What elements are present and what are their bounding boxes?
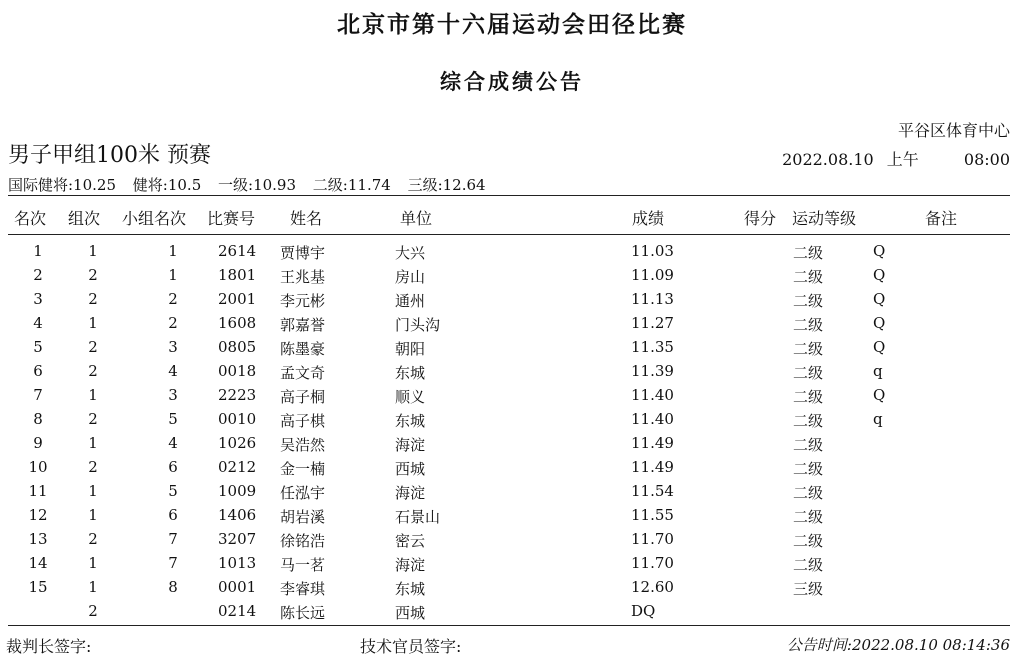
venue-label: 平谷区体育中心 bbox=[897, 121, 1010, 140]
cell-name: 徐铭浩 bbox=[280, 532, 326, 550]
cell-unit: 西城 bbox=[395, 604, 426, 622]
cell-level: 二级 bbox=[793, 436, 824, 454]
page-subtitle: 综合成绩公告 bbox=[440, 69, 584, 94]
header-bib: 比赛号 bbox=[207, 209, 256, 228]
cell-result: 11.09 bbox=[631, 266, 674, 284]
cell-group-rank: 4 bbox=[168, 362, 178, 380]
cell-group: 2 bbox=[88, 266, 98, 284]
cell-rank: 15 bbox=[28, 578, 48, 596]
event-title: 男子甲组100米 预赛 bbox=[8, 143, 211, 168]
event-datetime bbox=[782, 147, 1010, 170]
cell-unit: 西城 bbox=[395, 460, 426, 478]
cell-name: 金一楠 bbox=[280, 460, 326, 478]
cell-level: 二级 bbox=[793, 460, 824, 478]
cell-group-rank: 2 bbox=[168, 314, 178, 332]
cell-result: 11.03 bbox=[631, 242, 674, 260]
cell-rank: 8 bbox=[33, 410, 43, 428]
cell-group-rank: 2 bbox=[168, 290, 178, 308]
cell-rank: 6 bbox=[33, 362, 43, 380]
header-score: 得分 bbox=[744, 209, 777, 228]
table-row bbox=[0, 382, 1024, 406]
cell-unit: 东城 bbox=[395, 412, 426, 430]
cell-group: 1 bbox=[88, 506, 98, 524]
cell-bib: 0001 bbox=[218, 578, 257, 596]
cell-bib: 3207 bbox=[218, 530, 257, 548]
cell-level: 二级 bbox=[793, 244, 824, 262]
cell-unit: 房山 bbox=[395, 268, 426, 286]
cell-unit: 海淀 bbox=[395, 556, 426, 574]
cell-name: 李元彬 bbox=[280, 292, 326, 310]
cell-rank: 10 bbox=[28, 458, 48, 476]
cell-result: 11.39 bbox=[631, 362, 674, 380]
cell-level: 二级 bbox=[793, 364, 824, 382]
cell-result: 11.70 bbox=[631, 554, 674, 572]
cell-result: 11.49 bbox=[631, 458, 674, 476]
cell-result: 11.54 bbox=[631, 482, 674, 500]
cell-rank: 1 bbox=[33, 242, 43, 260]
cell-group: 1 bbox=[88, 242, 98, 260]
table-row bbox=[0, 598, 1024, 622]
cell-result: 11.49 bbox=[631, 434, 674, 452]
table-row bbox=[0, 550, 1024, 574]
cell-bib: 0010 bbox=[218, 410, 257, 428]
cell-qualification: Q bbox=[873, 338, 886, 356]
cell-bib: 2223 bbox=[218, 386, 257, 404]
cell-bib: 1013 bbox=[218, 554, 257, 572]
cell-unit: 朝阳 bbox=[395, 340, 426, 358]
table-row bbox=[0, 358, 1024, 382]
table-row bbox=[0, 478, 1024, 502]
cell-rank: 12 bbox=[28, 506, 48, 524]
cell-group: 2 bbox=[88, 338, 98, 356]
cell-rank: 3 bbox=[33, 290, 43, 308]
cell-group: 2 bbox=[88, 362, 98, 380]
cell-name: 任泓宇 bbox=[280, 484, 326, 502]
cell-level: 二级 bbox=[793, 532, 824, 550]
cell-bib: 0018 bbox=[218, 362, 257, 380]
cell-group-rank: 1 bbox=[168, 242, 178, 260]
cell-level: 二级 bbox=[793, 412, 824, 430]
cell-unit: 顺义 bbox=[395, 388, 426, 406]
header-name: 姓名 bbox=[290, 209, 323, 228]
cell-qualification: Q bbox=[873, 314, 886, 332]
cell-bib: 0214 bbox=[218, 602, 257, 620]
cell-group: 1 bbox=[88, 386, 98, 404]
standard-third-class: 三级:12.64 bbox=[407, 176, 486, 194]
cell-group: 2 bbox=[88, 458, 98, 476]
cell-result: 11.35 bbox=[631, 338, 674, 356]
cell-level: 二级 bbox=[793, 388, 824, 406]
cell-level: 二级 bbox=[793, 316, 824, 334]
cell-name: 高子桐 bbox=[280, 388, 326, 406]
cell-unit: 通州 bbox=[395, 292, 426, 310]
cell-unit: 门头沟 bbox=[395, 316, 441, 334]
cell-group-rank: 8 bbox=[168, 578, 178, 596]
table-row bbox=[0, 334, 1024, 358]
cell-level: 二级 bbox=[793, 268, 824, 286]
cell-level: 二级 bbox=[793, 556, 824, 574]
cell-group-rank: 3 bbox=[168, 338, 178, 356]
cell-group: 2 bbox=[88, 410, 98, 428]
cell-unit: 大兴 bbox=[395, 244, 426, 262]
cell-unit: 海淀 bbox=[395, 484, 426, 502]
announcement-time: 公告时间:2022.08.10 08:14:36 bbox=[786, 636, 1010, 654]
cell-rank: 2 bbox=[33, 266, 43, 284]
cell-qualification: Q bbox=[873, 242, 886, 260]
cell-rank: 7 bbox=[33, 386, 43, 404]
event-ampm: 上午 bbox=[886, 150, 919, 169]
cell-group: 2 bbox=[88, 530, 98, 548]
cell-group: 1 bbox=[88, 314, 98, 332]
header-group: 组次 bbox=[68, 209, 101, 228]
cell-name: 孟文奇 bbox=[280, 364, 326, 382]
cell-name: 陈长远 bbox=[280, 604, 326, 622]
table-row bbox=[0, 238, 1024, 262]
cell-group-rank: 7 bbox=[168, 554, 178, 572]
cell-level: 二级 bbox=[793, 340, 824, 358]
cell-group-rank: 6 bbox=[168, 506, 178, 524]
page-title: 北京市第十六届运动会田径比赛 bbox=[337, 11, 687, 38]
header-note: 备注 bbox=[925, 209, 958, 228]
standard-master: 健将:10.5 bbox=[132, 176, 202, 194]
cell-level: 三级 bbox=[793, 580, 824, 598]
header-rank: 名次 bbox=[14, 209, 47, 228]
table-row bbox=[0, 454, 1024, 478]
standard-first-class: 一级:10.93 bbox=[218, 176, 297, 194]
cell-rank: 5 bbox=[33, 338, 43, 356]
cell-result: 11.40 bbox=[631, 386, 674, 404]
cell-group-rank: 4 bbox=[168, 434, 178, 452]
cell-bib: 2614 bbox=[218, 242, 257, 260]
cell-bib: 2001 bbox=[218, 290, 257, 308]
chief-referee-signature: 裁判长签字: bbox=[6, 637, 92, 656]
cell-bib: 1026 bbox=[218, 434, 257, 452]
cell-unit: 东城 bbox=[395, 364, 426, 382]
event-time: 08:00 bbox=[963, 150, 1010, 169]
cell-qualification: q bbox=[873, 410, 883, 428]
cell-qualification: q bbox=[873, 362, 883, 380]
cell-rank: 13 bbox=[28, 530, 48, 548]
cell-group: 2 bbox=[88, 602, 98, 620]
cell-qualification: Q bbox=[873, 266, 886, 284]
cell-group: 1 bbox=[88, 554, 98, 572]
cell-group: 1 bbox=[88, 434, 98, 452]
cell-name: 李睿琪 bbox=[280, 580, 326, 598]
cell-bib: 1608 bbox=[218, 314, 257, 332]
header-unit: 单位 bbox=[400, 209, 433, 228]
cell-name: 陈墨豪 bbox=[280, 340, 326, 358]
cell-rank: 4 bbox=[33, 314, 43, 332]
cell-group-rank: 3 bbox=[168, 386, 178, 404]
table-row bbox=[0, 310, 1024, 334]
cell-level: 二级 bbox=[793, 484, 824, 502]
cell-group: 1 bbox=[88, 482, 98, 500]
cell-bib: 0212 bbox=[218, 458, 257, 476]
cell-unit: 东城 bbox=[395, 580, 426, 598]
cell-group-rank: 5 bbox=[168, 482, 178, 500]
cell-name: 贾博宇 bbox=[280, 244, 326, 262]
cell-result: 12.60 bbox=[631, 578, 674, 596]
cell-group-rank: 1 bbox=[168, 266, 178, 284]
cell-name: 高子棋 bbox=[280, 412, 326, 430]
cell-bib: 1801 bbox=[218, 266, 257, 284]
table-bottom-rule bbox=[8, 625, 1010, 626]
cell-group-rank: 5 bbox=[168, 410, 178, 428]
cell-name: 马一茗 bbox=[280, 556, 326, 574]
table-row bbox=[0, 406, 1024, 430]
cell-name: 郭嘉誉 bbox=[280, 316, 326, 334]
cell-unit: 石景山 bbox=[395, 508, 441, 526]
cell-result: 11.55 bbox=[631, 506, 674, 524]
table-header-rule bbox=[8, 234, 1010, 235]
cell-rank: 11 bbox=[28, 482, 48, 500]
table-row bbox=[0, 574, 1024, 598]
cell-name: 胡岩溪 bbox=[280, 508, 326, 526]
standard-second-class: 二级:11.74 bbox=[312, 176, 391, 194]
cell-group: 1 bbox=[88, 578, 98, 596]
standard-international-master: 国际健将:10.25 bbox=[8, 176, 116, 194]
cell-result: 11.13 bbox=[631, 290, 674, 308]
cell-level: 二级 bbox=[793, 292, 824, 310]
cell-result: 11.27 bbox=[631, 314, 674, 332]
header-result: 成绩 bbox=[632, 209, 665, 228]
cell-bib: 1009 bbox=[218, 482, 257, 500]
cell-qualification: Q bbox=[873, 290, 886, 308]
cell-result: 11.70 bbox=[631, 530, 674, 548]
cell-unit: 密云 bbox=[395, 532, 426, 550]
cell-group: 2 bbox=[88, 290, 98, 308]
table-top-rule bbox=[8, 195, 1010, 196]
table-row bbox=[0, 262, 1024, 286]
cell-result: 11.40 bbox=[631, 410, 674, 428]
table-row bbox=[0, 286, 1024, 310]
cell-bib: 0805 bbox=[218, 338, 257, 356]
header-group-rank: 小组名次 bbox=[122, 209, 187, 228]
cell-bib: 1406 bbox=[218, 506, 257, 524]
header-level: 运动等级 bbox=[792, 209, 857, 228]
cell-result: DQ bbox=[631, 602, 656, 620]
table-row bbox=[0, 502, 1024, 526]
technical-official-signature: 技术官员签字: bbox=[360, 637, 462, 656]
cell-name: 吴浩然 bbox=[280, 436, 326, 454]
cell-group-rank: 7 bbox=[168, 530, 178, 548]
cell-rank: 9 bbox=[33, 434, 43, 452]
cell-unit: 海淀 bbox=[395, 436, 426, 454]
cell-group-rank: 6 bbox=[168, 458, 178, 476]
event-date: 2022.08.10 bbox=[782, 150, 874, 169]
table-row bbox=[0, 430, 1024, 454]
cell-qualification: Q bbox=[873, 386, 886, 404]
cell-name: 王兆基 bbox=[280, 268, 326, 286]
cell-rank: 14 bbox=[28, 554, 48, 572]
standards-line bbox=[8, 174, 498, 195]
table-row bbox=[0, 526, 1024, 550]
cell-level: 二级 bbox=[793, 508, 824, 526]
